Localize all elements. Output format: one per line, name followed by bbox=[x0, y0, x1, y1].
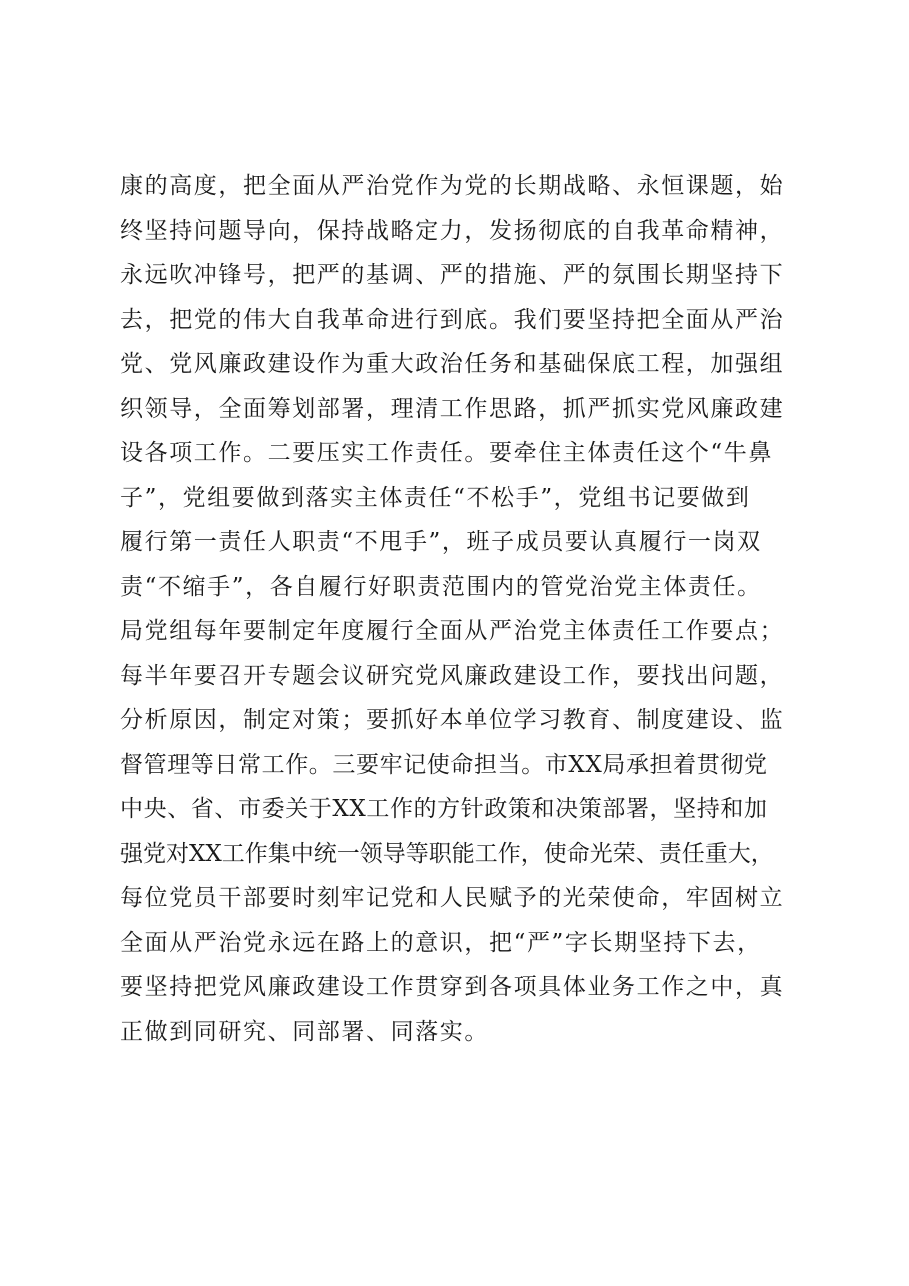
text-line: 分析原因，制定对策；要抓好本单位学习教育、制度建设、监 bbox=[120, 707, 785, 733]
text-line: 中央、省、市委关于XX工作的方针政策和决策部署，坚持和加 bbox=[120, 796, 768, 822]
text-line: 去，把党的伟大自我革命进行到底。我们要坚持把全面从严治 bbox=[120, 306, 785, 333]
text-line: 正做到同研究、同部署、同落实。 bbox=[120, 1018, 489, 1045]
text-line: 局党组每年要制定年度履行全面从严治党主体责任工作要点； bbox=[120, 618, 785, 644]
text-line: 党、党风廉政建设作为重大政治任务和基础保底工程，加强组 bbox=[120, 351, 785, 377]
text-line: 履行第一责任人职责“不甩手”，班子成员要认真履行一岗双 bbox=[120, 529, 762, 555]
text-line: 强党对XX工作集中统一领导等职能工作，使命光荣、责任重大， bbox=[120, 840, 774, 867]
text-line: 织领导，全面筹划部署，理清工作思路，抓严抓实党风廉政建 bbox=[120, 395, 785, 422]
text-line: 子”，党组要做到落实主体责任“不松手”，党组书记要做到 bbox=[120, 484, 751, 511]
text-line: 永远吹冲锋号，把严的基调、严的措施、严的氛围长期坚持下 bbox=[120, 262, 785, 288]
text-line: 终坚持问题导向，保持战略定力，发扬彻底的自我革命精神， bbox=[120, 217, 785, 244]
text-line: 每位党员干部要时刻牢记党和人民赋予的光荣使命，牢固树立 bbox=[120, 885, 785, 911]
body-paragraph bbox=[120, 164, 820, 1054]
text-line: 设各项工作。二要压实工作责任。要牵住主体责任这个“牛鼻 bbox=[120, 440, 773, 466]
text-line: 全面从严治党永远在路上的意识，把“严”字长期坚持下去， bbox=[120, 929, 762, 956]
text-line: 康的高度，把全面从严治党作为党的长期战略、永恒课题，始 bbox=[120, 173, 785, 199]
text-line: 每半年要召开专题会议研究党风廉政建设工作，要找出问题， bbox=[120, 662, 785, 689]
text-line: 督管理等日常工作。三要牢记使命担当。市XX局承担着贯彻党 bbox=[120, 751, 768, 778]
text-line: 要坚持把党风廉政建设工作贯穿到各项具体业务工作之中，真 bbox=[120, 974, 785, 1000]
text-line: 责“不缩手”，各自履行好职责范围内的管党治党主体责任。 bbox=[120, 573, 762, 600]
